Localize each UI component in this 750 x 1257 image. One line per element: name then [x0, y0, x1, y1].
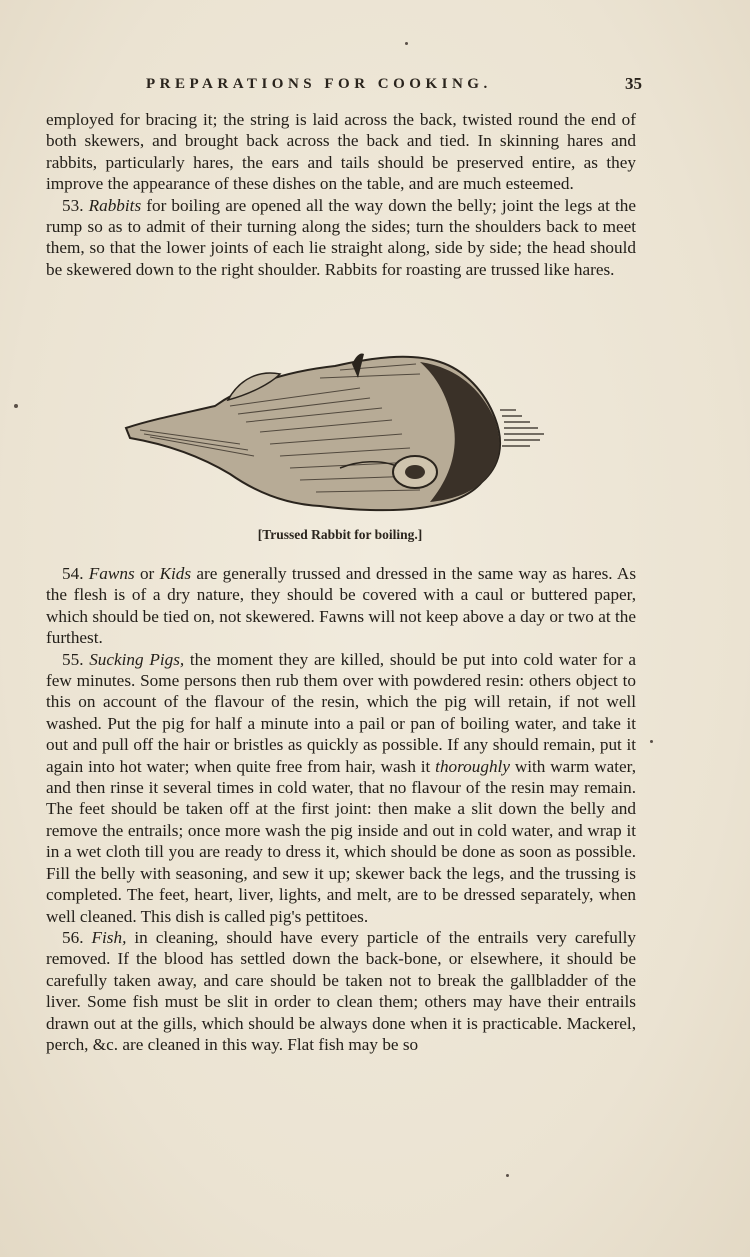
- text-block-top: [46, 109, 636, 280]
- paragraph-55-text-b: with warm water, and then rinse it several times in cold water, that no flavour of the resin may remain. The feet should be taken off at the first joint: then make a slit down the belly and remove the entrails; once more wash the pig inside and out in cold water, and wrap it in a wet cloth till you are ready to dress it, which should be done as soon as possible. Fill the belly with seasoning, and sew it up; skewer back the legs, and the trussing is completed. The feet, heart, liver, lights, and melt, are to be dressed separately, when well cleaned. This dish is called pig's pettitoes.: [46, 756, 636, 926]
- paragraph-53-text: for boiling are opened all the way down the belly; joint the legs at the rump so as to admit of their turning along the sides; turn the shoulders back to meet them, so that the lower joints of each lie straight along, side by side; the head should be skewered down to the right shoulder. Rabbits for roasting are trussed like hares.: [46, 195, 636, 279]
- term-fish: Fish,: [91, 927, 127, 947]
- paragraph-55: [46, 649, 636, 927]
- paragraph-54-text: are generally trussed and dressed in the same way as hares. As the flesh is of a dry nature, they should be covered with a caul or buttered paper, which should be tied on, not skewered. Fawns will not keep above a day or two at the furthest.: [46, 564, 637, 648]
- paragraph-56-text: in cleaning, should have every particle of the entrails very carefully removed. If the blood has settled down the back-bone, or elsewhere, it should be carefully taken away, and care should be taken not to break the gallbladder of the liver. Some fish must be slit in order to clean them; others may have their entrails drawn out at the gills, which should be always done when it is practicable. Mackerel, perch, &c. are cleaned in this way. Flat fish may be so: [46, 927, 636, 1054]
- page-number: 35: [625, 74, 642, 93]
- paragraph-53: [46, 195, 636, 281]
- term-fawns: Fawns: [88, 564, 135, 583]
- text-block-bottom: [46, 563, 636, 1055]
- emphasis-thoroughly: thoroughly: [435, 756, 510, 776]
- paper-speck: [506, 1174, 509, 1177]
- trussed-rabbit-illustration: [120, 348, 550, 520]
- paragraph-54-or: or: [134, 564, 160, 583]
- figure-caption: [Trussed Rabbit for boiling.]: [257, 527, 423, 542]
- paragraph-54: [46, 563, 636, 649]
- page-header: [46, 76, 646, 100]
- term-sucking-pigs: Sucking Pigs,: [89, 649, 185, 669]
- paragraph-number: 56.: [62, 927, 84, 947]
- paper-speck: [14, 404, 18, 408]
- term-kids: Kids: [159, 564, 192, 583]
- paragraph-56: [46, 927, 636, 1055]
- paragraph-55-text-a: the moment they are killed, should be put into cold water for a few minutes. Some persons then rub them over with powdered resin: others object to this on account of the flavour of the resin, which the pig will retain, if not well washed. Put the pig for half a minute into a pail or pan of boiling water, and take it out and pull off the hair or bristles as quickly as possible. If any should remain, put it again into hot water; when quite free from hair, wash it: [46, 649, 637, 776]
- paragraph-continued: employed for bracing it; the string is laid across the back, twisted round the end of both skewers, and brought back across the back and tied. In skinning hares and rabbits, particularly hares, the ears and tails should be preserved entire, as they improve the appearance of these dishes on the table, and are much esteemed.: [46, 110, 636, 194]
- paper-speck: [650, 740, 653, 743]
- paragraph-number: 55.: [62, 649, 84, 669]
- paragraph-number: 54.: [62, 564, 84, 583]
- paper-speck: [405, 42, 408, 45]
- running-title: PREPARATIONS FOR COOKING.: [146, 76, 492, 92]
- term-rabbits: Rabbits: [88, 195, 142, 215]
- paragraph-number: 53.: [62, 195, 84, 215]
